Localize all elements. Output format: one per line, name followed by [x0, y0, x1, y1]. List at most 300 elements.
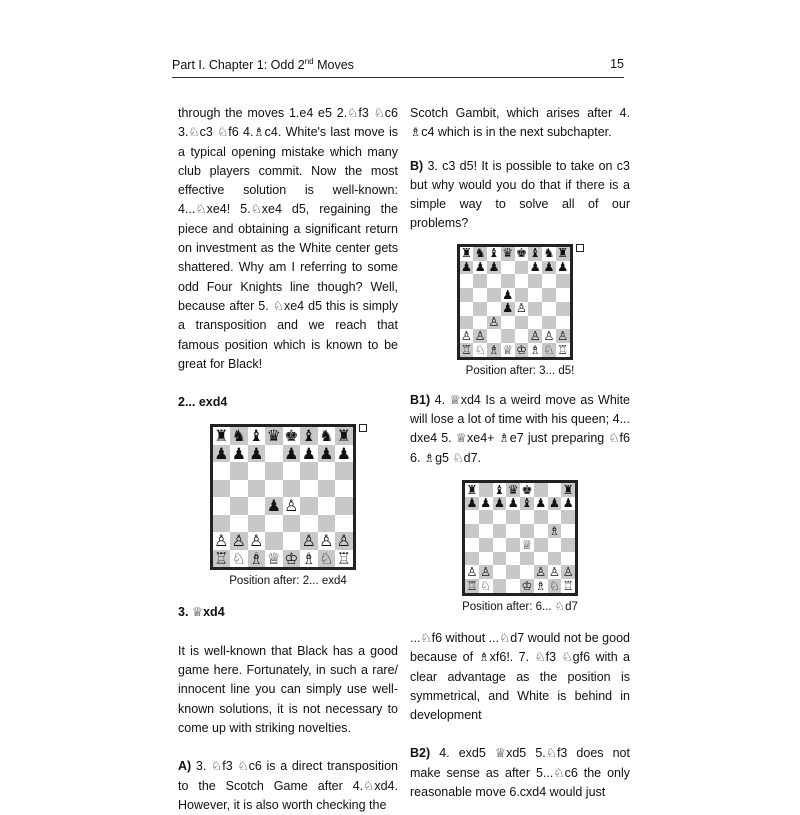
diagram-caption: Position after: 2... exd4 — [229, 575, 347, 588]
board-square — [248, 550, 266, 568]
board-square — [501, 343, 515, 357]
board-square — [515, 274, 529, 288]
board-square — [473, 316, 487, 330]
board-square — [534, 483, 548, 497]
board-square — [542, 302, 556, 316]
black-pawn-icon: ♟ — [466, 496, 478, 511]
white-pawn-icon: ♙ — [543, 328, 555, 343]
board-square — [473, 274, 487, 288]
board-square — [230, 515, 248, 533]
board-square — [520, 538, 534, 552]
board-square — [335, 480, 353, 498]
board-square — [230, 497, 248, 515]
board-square — [493, 552, 507, 566]
board-square — [556, 329, 570, 343]
board-square — [213, 532, 231, 550]
board-square — [283, 462, 301, 480]
board-square — [283, 532, 301, 550]
black-pawn-icon: ♟ — [214, 443, 229, 463]
board-square — [520, 483, 534, 497]
white-pawn-icon: ♙ — [301, 531, 316, 551]
side-to-move-marker — [576, 244, 584, 252]
board-square — [501, 329, 515, 343]
black-rook-icon: ♜ — [336, 426, 351, 446]
page-header — [172, 57, 624, 75]
board-square — [283, 445, 301, 463]
white-rook-icon: ♖ — [214, 548, 229, 568]
board-square — [465, 552, 479, 566]
board-square — [561, 510, 575, 524]
board-square — [300, 550, 318, 568]
board-square — [493, 483, 507, 497]
black-king-icon: ♚ — [284, 426, 299, 446]
board-square — [556, 261, 570, 275]
board-square — [515, 261, 529, 275]
board-square — [528, 316, 542, 330]
paragraph: Scotch Gambit, which arises after 4. ♗c4 which is in the next subchapter. — [410, 106, 630, 140]
white-pawn-icon: ♙ — [515, 301, 527, 316]
white-bishop-icon: ♗ — [249, 548, 264, 568]
board-square — [528, 302, 542, 316]
black-pawn-icon: ♟ — [336, 443, 351, 463]
board-square — [515, 316, 529, 330]
board-square — [515, 288, 529, 302]
board-square — [548, 524, 562, 538]
variation-label: B) — [410, 158, 424, 173]
white-rook-icon: ♖ — [562, 578, 574, 593]
board-square — [318, 532, 336, 550]
black-rook-icon: ♜ — [562, 482, 574, 497]
board-square — [230, 445, 248, 463]
board-square — [300, 532, 318, 550]
board-square — [506, 552, 520, 566]
black-rook-icon: ♜ — [466, 482, 478, 497]
black-pawn-icon: ♟ — [557, 260, 569, 275]
black-pawn-icon: ♟ — [562, 496, 574, 511]
board-square — [300, 427, 318, 445]
board-square — [473, 247, 487, 261]
board-square — [501, 302, 515, 316]
running-title: Part I. Chapter 1: Odd 2nd Moves — [172, 57, 354, 73]
black-pawn-icon: ♟ — [301, 443, 316, 463]
board-square — [534, 579, 548, 593]
board-square — [479, 579, 493, 593]
black-pawn-icon: ♟ — [249, 443, 264, 463]
board-square — [561, 483, 575, 497]
board-square — [528, 329, 542, 343]
board-square — [318, 480, 336, 498]
board-square — [506, 565, 520, 579]
board-square — [465, 579, 479, 593]
white-pawn-icon: ♙ — [214, 531, 229, 551]
board-square — [460, 288, 474, 302]
board-square — [318, 427, 336, 445]
white-pawn-icon: ♙ — [488, 315, 500, 330]
black-pawn-icon: ♟ — [502, 287, 514, 302]
black-pawn-icon: ♟ — [535, 496, 547, 511]
black-king-icon: ♚ — [515, 246, 527, 261]
board-square — [283, 497, 301, 515]
board-square — [493, 579, 507, 593]
white-rook-icon: ♖ — [557, 342, 569, 357]
white-pawn-icon: ♙ — [336, 531, 351, 551]
white-rook-icon: ♖ — [460, 342, 472, 357]
page-number: 15 — [610, 57, 624, 71]
board-square — [300, 445, 318, 463]
side-to-move-marker — [359, 424, 367, 432]
board-square — [493, 510, 507, 524]
board-square — [542, 343, 556, 357]
board-square — [534, 510, 548, 524]
board-square — [548, 552, 562, 566]
variation-label: A) — [178, 759, 192, 774]
white-knight-icon: ♘ — [480, 578, 492, 593]
white-pawn-icon: ♙ — [460, 328, 472, 343]
board-square — [542, 288, 556, 302]
board-square — [534, 538, 548, 552]
white-rook-icon: ♖ — [336, 548, 351, 568]
board-square — [460, 343, 474, 357]
black-pawn-icon: ♟ — [507, 496, 519, 511]
board-square — [493, 538, 507, 552]
white-queen-icon: ♕ — [266, 548, 281, 568]
board-square — [213, 480, 231, 498]
board-square — [283, 480, 301, 498]
board-square — [506, 538, 520, 552]
board-square — [318, 497, 336, 515]
board-square — [548, 565, 562, 579]
board-square — [265, 515, 283, 533]
board-square — [318, 515, 336, 533]
board-square — [501, 288, 515, 302]
board-square — [335, 550, 353, 568]
board-square — [487, 343, 501, 357]
board-square — [473, 343, 487, 357]
board-square — [265, 550, 283, 568]
board-square — [548, 497, 562, 511]
board-square — [561, 538, 575, 552]
board-square — [460, 302, 474, 316]
board-square — [487, 261, 501, 275]
board-square — [213, 445, 231, 463]
board-square — [520, 552, 534, 566]
board-square — [528, 261, 542, 275]
white-pawn-icon: ♙ — [562, 565, 574, 580]
board-square — [542, 261, 556, 275]
chess-board — [210, 424, 356, 570]
board-square — [460, 316, 474, 330]
board-square — [473, 302, 487, 316]
black-knight-icon: ♞ — [474, 246, 486, 261]
board-square — [473, 329, 487, 343]
white-pawn-icon: ♙ — [231, 531, 246, 551]
white-pawn-icon: ♙ — [474, 328, 486, 343]
white-pawn-icon: ♙ — [548, 565, 560, 580]
board-square — [213, 462, 231, 480]
black-knight-icon: ♞ — [543, 246, 555, 261]
board-square — [318, 445, 336, 463]
board-square — [248, 497, 266, 515]
board-square — [479, 552, 493, 566]
board-square — [515, 247, 529, 261]
chess-diagram — [410, 244, 630, 379]
board-square — [556, 247, 570, 261]
board-square — [335, 497, 353, 515]
white-bishop-icon: ♗ — [535, 578, 547, 593]
black-pawn-icon: ♟ — [460, 260, 472, 275]
board-square — [561, 497, 575, 511]
board-square — [265, 532, 283, 550]
board-square — [542, 274, 556, 288]
board-square — [460, 247, 474, 261]
black-queen-icon: ♛ — [507, 482, 519, 497]
board-square — [479, 565, 493, 579]
board-square — [528, 274, 542, 288]
board-square — [300, 515, 318, 533]
board-square — [460, 329, 474, 343]
board-square — [283, 427, 301, 445]
white-pawn-icon: ♙ — [480, 565, 492, 580]
board-square — [487, 329, 501, 343]
white-pawn-icon: ♙ — [249, 531, 264, 551]
white-pawn-icon: ♙ — [535, 565, 547, 580]
variation-label: B1) — [410, 392, 431, 407]
board-square — [230, 480, 248, 498]
board-square — [542, 316, 556, 330]
chess-board — [457, 244, 573, 360]
board-square — [300, 480, 318, 498]
board-square — [248, 427, 266, 445]
board-square — [248, 480, 266, 498]
board-square — [300, 462, 318, 480]
board-square — [300, 497, 318, 515]
white-rook-icon: ♖ — [466, 578, 478, 593]
board-square — [534, 565, 548, 579]
black-pawn-icon: ♟ — [548, 496, 560, 511]
board-square — [335, 445, 353, 463]
board-square — [265, 462, 283, 480]
board-square — [465, 497, 479, 511]
board-square — [528, 288, 542, 302]
board-square — [548, 579, 562, 593]
board-square — [506, 483, 520, 497]
board-square — [561, 565, 575, 579]
board-square — [265, 497, 283, 515]
paragraph: B1) 4. ♕xd4 Is a weird move as White will lose a lot of time with his queen; 4... dxe4 5. ♕xe4+ ♗e7 just preparing ♘f6 6. ♗g5 ♘d7. — [410, 392, 630, 465]
black-queen-icon: ♛ — [502, 246, 514, 261]
board-square — [473, 288, 487, 302]
black-rook-icon: ♜ — [460, 246, 472, 261]
board-square — [335, 515, 353, 533]
header-rule — [172, 77, 624, 78]
board-square — [501, 316, 515, 330]
board-square — [548, 538, 562, 552]
black-bishop-icon: ♝ — [301, 426, 316, 446]
board-square — [506, 524, 520, 538]
board-square — [561, 579, 575, 593]
board-square — [501, 274, 515, 288]
board-square — [248, 462, 266, 480]
white-king-icon: ♔ — [515, 342, 527, 357]
board-square — [506, 497, 520, 511]
chess-board — [462, 480, 578, 596]
board-square — [479, 538, 493, 552]
board-square — [493, 497, 507, 511]
board-square — [283, 550, 301, 568]
board-square — [479, 524, 493, 538]
white-pawn-icon: ♙ — [466, 565, 478, 580]
board-square — [528, 247, 542, 261]
black-bishop-icon: ♝ — [249, 426, 264, 446]
board-square — [548, 510, 562, 524]
board-square — [335, 462, 353, 480]
board-square — [556, 316, 570, 330]
board-square — [561, 552, 575, 566]
board-square — [493, 565, 507, 579]
black-pawn-icon: ♟ — [231, 443, 246, 463]
board-square — [213, 497, 231, 515]
black-pawn-icon: ♟ — [543, 260, 555, 275]
board-square — [318, 550, 336, 568]
board-square — [213, 515, 231, 533]
board-square — [473, 261, 487, 275]
board-square — [460, 261, 474, 275]
board-square — [556, 288, 570, 302]
right-column — [410, 104, 630, 802]
board-square — [265, 480, 283, 498]
white-pawn-icon: ♙ — [284, 496, 299, 516]
black-bishop-icon: ♝ — [488, 246, 500, 261]
white-knight-icon: ♘ — [548, 578, 560, 593]
board-square — [230, 550, 248, 568]
white-pawn-icon: ♙ — [529, 328, 541, 343]
board-square — [556, 302, 570, 316]
board-square — [230, 462, 248, 480]
left-column — [178, 104, 398, 815]
black-pawn-icon: ♟ — [319, 443, 334, 463]
black-pawn-icon: ♟ — [493, 496, 505, 511]
paragraph: ...♘f6 without ...♘d7 would not be good because of ♗xf6!. 7. ♘f3 ♘gf6 with a clear advantage as the position is symmetrical, and White is behind in development — [410, 630, 630, 723]
black-king-icon: ♚ — [521, 482, 533, 497]
variation-label: B2) — [410, 746, 431, 761]
white-king-icon: ♔ — [521, 578, 533, 593]
board-square — [520, 497, 534, 511]
board-square — [465, 565, 479, 579]
board-square — [487, 274, 501, 288]
board-square — [548, 483, 562, 497]
black-rook-icon: ♜ — [214, 426, 229, 446]
board-square — [501, 261, 515, 275]
diagram-caption: Position after: 3... d5! — [465, 364, 575, 377]
paragraph: A) 3. ♘f3 ♘c6 is a direct transposition to the Scotch Game after 4.♘xd4. However, it is also worth checking the — [178, 759, 398, 812]
board-square — [556, 343, 570, 357]
move-heading: 3. ♕xd4 — [178, 605, 225, 620]
board-square — [561, 524, 575, 538]
black-rook-icon: ♜ — [557, 246, 569, 261]
white-knight-icon: ♘ — [231, 548, 246, 568]
board-square — [465, 510, 479, 524]
board-square — [534, 524, 548, 538]
paragraph: It is well-known that Black has a good game here. Fortunately, in such a rare/ innocent line you can simply use well-known solutions, it is not necessary to come up with striking novelties. — [178, 643, 398, 735]
board-square — [501, 247, 515, 261]
board-square — [493, 524, 507, 538]
black-pawn-icon: ♟ — [502, 301, 514, 316]
black-pawn-icon: ♟ — [284, 443, 299, 463]
board-square — [515, 302, 529, 316]
chess-diagram — [178, 424, 398, 589]
board-square — [465, 538, 479, 552]
board-square — [465, 483, 479, 497]
board-square — [520, 579, 534, 593]
white-knight-icon: ♘ — [543, 342, 555, 357]
board-square — [506, 510, 520, 524]
black-bishop-icon: ♝ — [529, 246, 541, 261]
board-square — [335, 532, 353, 550]
paragraph: B) 3. c3 d5! It is possible to take on c3 but why would you do that if there is a simple way to solve all of our problems? — [410, 158, 630, 231]
black-pawn-icon: ♟ — [266, 496, 281, 516]
board-square — [506, 579, 520, 593]
board-square — [534, 497, 548, 511]
board-square — [542, 247, 556, 261]
white-bishop-icon: ♗ — [301, 548, 316, 568]
black-pawn-icon: ♟ — [480, 496, 492, 511]
black-queen-icon: ♛ — [266, 426, 281, 446]
board-square — [556, 274, 570, 288]
black-pawn-icon: ♟ — [474, 260, 486, 275]
board-square — [248, 515, 266, 533]
black-knight-icon: ♞ — [231, 426, 246, 446]
white-knight-icon: ♘ — [319, 548, 334, 568]
paragraph: B2) 4. exd5 ♕xd5 5.♘f3 does not make sense as after 5...♘c6 the only reasonable move 6.cxd4 would just — [410, 746, 630, 800]
black-pawn-icon: ♟ — [488, 260, 500, 275]
board-square — [520, 565, 534, 579]
black-knight-icon: ♞ — [319, 426, 334, 446]
board-square — [487, 288, 501, 302]
white-knight-icon: ♘ — [474, 342, 486, 357]
black-pawn-icon: ♟ — [529, 260, 541, 275]
move-heading: 2... exd4 — [178, 395, 228, 410]
board-square — [248, 532, 266, 550]
chess-diagram — [410, 480, 630, 615]
board-square — [479, 510, 493, 524]
board-square — [248, 445, 266, 463]
board-square — [265, 427, 283, 445]
paragraph: through the moves 1.e4 e5 2.♘f3 ♘c6 3.♘c3 ♘f6 4.♗c4. White's last move is a typical opening mistake which many club players commit. Now the most effective solution is well-known: 4...♘xe4! 5.♘xe4 d5, regaining the piece and obtaining a significant return on investment as the White center gets shattered. Why am I referring to some odd Four Knights line though? Well, because after 5. ♘xe4 d5 this is simply a transposition and we reach that famous position which is known to be great for Black! — [178, 106, 398, 371]
white-pawn-icon: ♙ — [557, 328, 569, 343]
white-queen-icon: ♕ — [521, 537, 533, 552]
board-square — [515, 343, 529, 357]
board-square — [213, 427, 231, 445]
black-bishop-icon: ♝ — [521, 496, 533, 511]
board-square — [515, 329, 529, 343]
black-bishop-icon: ♝ — [493, 482, 505, 497]
white-pawn-icon: ♙ — [319, 531, 334, 551]
white-bishop-icon: ♗ — [529, 342, 541, 357]
board-square — [520, 510, 534, 524]
board-square — [465, 524, 479, 538]
board-square — [534, 552, 548, 566]
board-square — [528, 343, 542, 357]
white-king-icon: ♔ — [284, 548, 299, 568]
board-square — [487, 316, 501, 330]
board-square — [487, 302, 501, 316]
board-square — [265, 445, 283, 463]
board-square — [520, 524, 534, 538]
board-square — [479, 483, 493, 497]
board-square — [318, 462, 336, 480]
board-square — [479, 497, 493, 511]
board-square — [213, 550, 231, 568]
